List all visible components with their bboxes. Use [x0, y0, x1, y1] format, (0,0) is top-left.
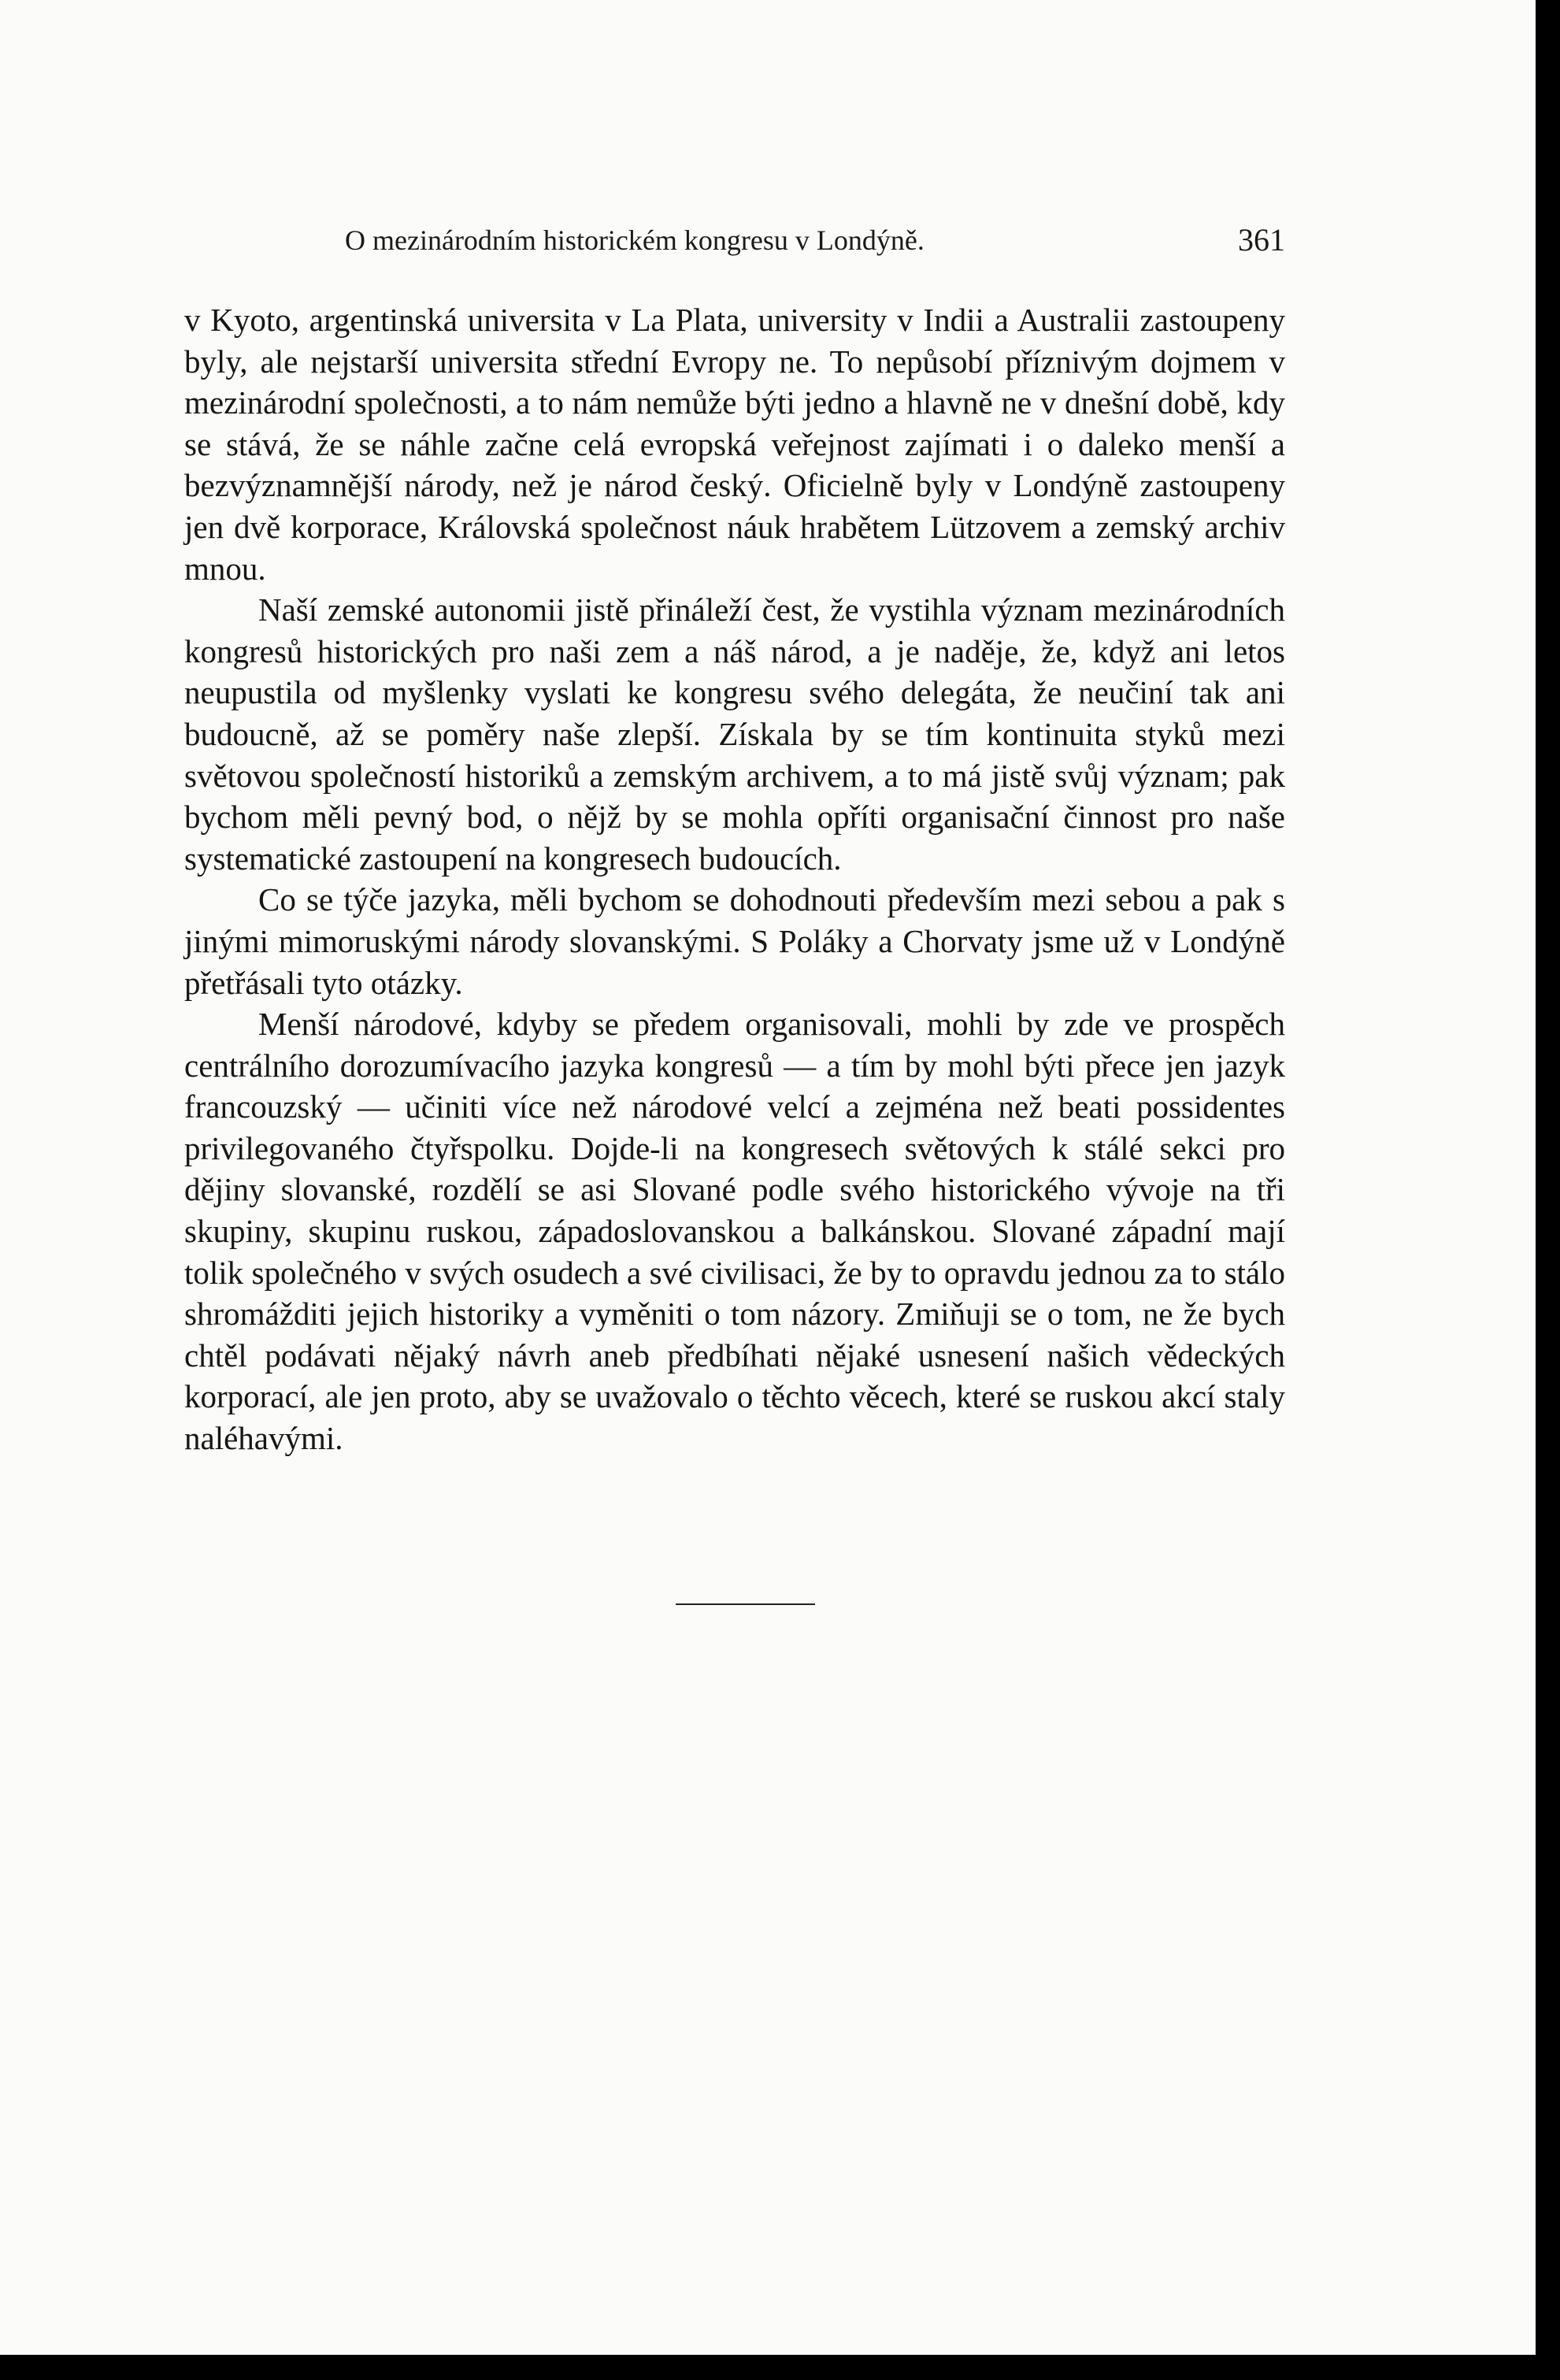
section-end-rule [676, 1603, 815, 1605]
paragraph-2: Naší zemské autonomii jistě přináleží čest, že vystihla význam mezinárodních kongresů historických pro naši zem a náš národ, a je naděje, že, když ani letos neupustila od myšlenky vyslati ke kongresu svého delegáta, že neučiní tak ani budoucně, až se poměry naše zlepší. Získala by se tím kontinuita styků mezi světovou společností historiků a zemským archivem, a to má jistě svůj význam; pak bychom měli pevný bod, o nějž by se mohla opříti organisační činnost pro naše systematické zastoupení na kongresech budoucích. [184, 591, 1285, 877]
paragraph-3: Co se týče jazyka, měli bychom se dohodnouti především mezi sebou a pak s jinými mimoruskými národy slovanskými. S Poláky a Chorvaty jsme už v Londýně přetřásali tyto otázky. [184, 881, 1285, 1001]
running-head [345, 221, 1285, 260]
page-number: 361 [1238, 222, 1285, 258]
paragraph-4: Menší národové, kdyby se předem organisovali, mohli by zde ve prospěch centrálního dorozumívacího jazyka kongresů — a tím by mohl býti přece jen jazyk francouzský — učiniti více než národové velcí a zejména než beati possidentes privilegovaného čtyřspolku. Dojde-li na kongresech světových k stálé sekci pro dějiny slovanské, rozdělí se asi Slované podle svého historického vývoje na tři skupiny, skupinu ruskou, západoslovanskou a balkánskou. Slované západní mají tolik společného v svých osudech a své civilisaci, že by to opravdu jednou za to stálo shromážditi jejich historiky a vyměniti o tom názory. Zmiňuji se o tom, ne že bych chtěl podávati nějaký návrh aneb předbíhati nějaké usnesení našich vědeckých korporací, ale jen proto, aby se uvažovalo o těchto věcech, které se ruskou akcí staly naléhavými. [184, 1006, 1285, 1457]
body-text [184, 299, 1285, 1459]
running-title: O mezinárodním historickém kongresu v Londýně. [345, 224, 925, 256]
paragraph-1: v Kyoto, argentinská universita v La Plata, university v Indii a Australii zastoupeny byly, ale nejstarší universita střední Evropy ne. To nepůsobí příznivým dojmem v mezinárodní společnosti, a to nám nemůže býti jedno a hlavně ne v dnešní době, kdy se stává, že se náhle začne celá evropská veřejnost zajímati i o daleko menší a bezvýznamnější národy, než je národ český. Oficielně byly v Londýně zastoupeny jen dvě korporace, Královská společnost náuk hrabětem Lützovem a zemský archiv mnou. [184, 302, 1285, 587]
